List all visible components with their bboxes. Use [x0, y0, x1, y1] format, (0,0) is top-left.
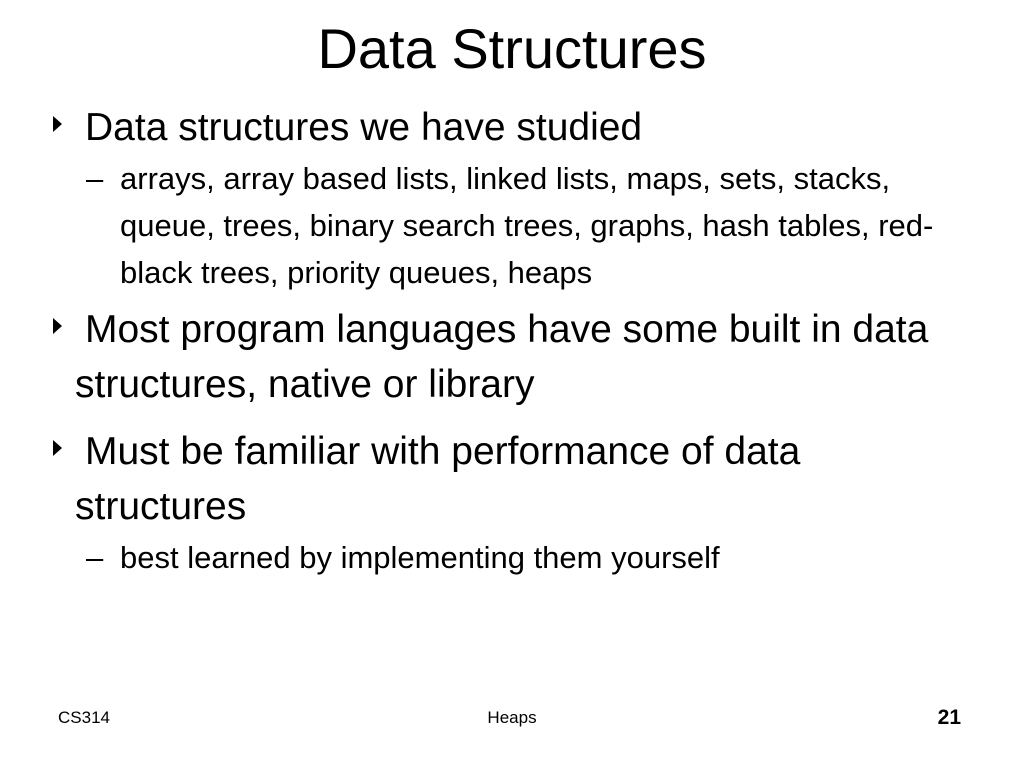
sub-bullet-item: [86, 155, 990, 296]
footer-course: CS314: [58, 708, 110, 727]
bullet-text: Must be familiar with performance of data structures: [75, 430, 801, 528]
dash-marker: –: [86, 161, 104, 196]
slide-content: [0, 100, 1024, 581]
triangle-bullet-icon: [53, 302, 62, 357]
sub-bullet-item: [86, 534, 990, 581]
slide-title: Data Structures: [317, 17, 707, 80]
bullet-item: [75, 100, 975, 155]
bullet-text: Data structures we have studied: [85, 106, 643, 149]
triangle-bullet-icon: [53, 424, 62, 479]
triangle-bullet-icon: [53, 100, 62, 155]
footer-topic: Heaps: [487, 708, 537, 727]
page-number: 21: [937, 706, 961, 729]
bullet-item: [75, 424, 975, 534]
sub-bullet-text: arrays, array based lists, linked lists, maps, sets, stacks, queue, trees, binary search trees, graphs, hash tables, red-black trees, priority queues, heaps: [120, 161, 934, 290]
dash-marker: –: [86, 540, 104, 575]
bullet-item: [75, 302, 975, 412]
bullet-text: Most program languages have some built in data structures, native or library: [75, 308, 929, 406]
sub-bullet-text: best learned by implementing them yourself: [120, 540, 720, 575]
